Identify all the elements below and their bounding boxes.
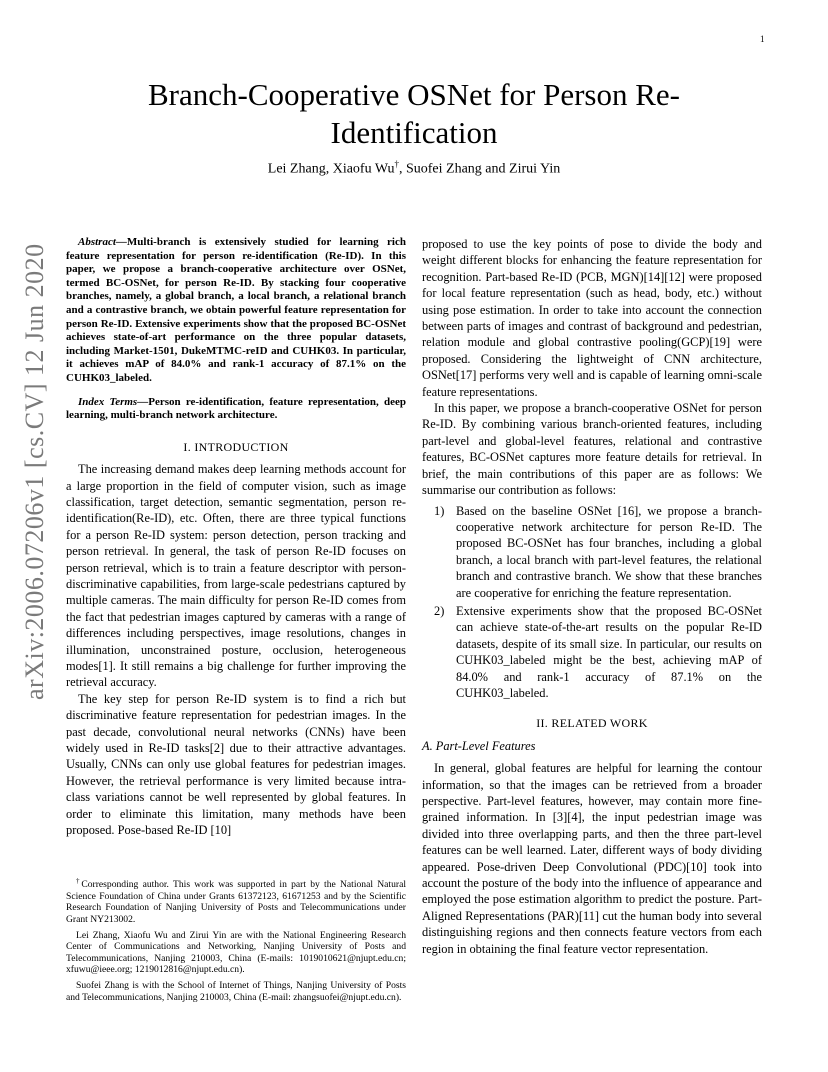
author-list bbox=[80, 159, 748, 178]
list-item-text: Based on the baseline OSNet [16], we propose a branch-cooperative network architecture for person Re-ID. The proposed BC-OSNet has four branches, including a global branch, a local branch with part-level features, the relational branch and contrastive branch. We show that these branches are cooperative for enriching the feature representation. bbox=[456, 503, 762, 600]
contribution-list bbox=[422, 503, 762, 702]
list-item-number: 2) bbox=[434, 603, 445, 618]
footnote-mark: † bbox=[76, 877, 82, 885]
subsection-heading-part-level-features: A. Part-Level Features bbox=[422, 738, 536, 753]
paper-title: Branch-Cooperative OSNet for Person Re-Identification bbox=[147, 77, 681, 150]
corresponding-author-mark: † bbox=[394, 159, 399, 169]
intro-paragraph-3: In this paper, we propose a branch-cooperative OSNet for person Re-ID. By combining various branch-oriented features, including part-level and global-level features, relational and contrastive features, BC-OSNet captures more feature details for retrieval. In brief, the main contributions of this paper are as follows: We summarise our contribution as follows: bbox=[422, 401, 762, 498]
footnote-corresponding-author bbox=[66, 876, 406, 926]
footnote-corresponding-text: Corresponding author. This work was supported in part by the National Natural Science Foundation of China under Grants 61372123, 61671253 and by the Scientific Research Foundation of Nanjing University of Posts and Telecommunications under Grant NY213002. bbox=[66, 879, 406, 925]
intro-paragraph-2-continued: proposed to use the key points of pose to divide the body and weight different blocks for enhancing the feature representation for recognition. Part-based Re-ID (PCB, MGN)[14][12] were proposed for local feature representation (such as head, body, etc.) without using pose estimation. In order to take into account the connection between parts of images and contrast of background and pedestrian, relation module and global contrastive pooling(GCP)[19] were proposed. Considering the lightweight of CNN architecture, OSNet[17] performs very well and is capable of learning omni-scale feature representations. bbox=[422, 237, 762, 399]
right-column bbox=[422, 236, 762, 957]
page-number: 1 bbox=[760, 34, 765, 44]
abstract-text: Multi-branch is extensively studied for learning rich feature representation for person re-identification (Re-ID). In this paper, we propose a branch-cooperative architecture over OSNet, termed BC-OSNet, for person Re-ID. By stacking four cooperative branches, namely, a global branch, a local branch, a relational branch and a contrastive branch, we obtain powerful feature representation for person Re-ID. Extensive experiments show that the proposed BC-OSNet achieves state-of-art performance on the three popular datasets, including Market-1501, DukeMTMC-reID and CUHK03. In particular, it achieves mAP of 84.0% and rank-1 accuracy of 87.1% on the CUHK03_labeled. bbox=[66, 236, 406, 384]
section-heading-introduction: I. INTRODUCTION bbox=[183, 439, 289, 454]
footnote-affiliation-2: Suofei Zhang is with the School of Internet of Things, Nanjing University of Posts and Telecommunications, Nanjing 210003, China (E-mail: zhangsuofei@njupt.edu.cn). bbox=[66, 979, 406, 1003]
left-column bbox=[66, 236, 406, 838]
footnote-affiliation-1: Lei Zhang, Xiaofu Wu and Zirui Yin are with the National Engineering Research Center of Communications and Networking, Nanjing University of Posts and Telecommunications, Nanjing 210003, China (E-mails: 1019010621@njupt.edu.cn; xfuwu@ieee.org; 1219012816@njupt.edu.cn). bbox=[66, 929, 406, 976]
footnotes bbox=[66, 876, 406, 1007]
section-heading-related-work: II. RELATED WORK bbox=[536, 716, 648, 731]
index-terms-label: Index Terms— bbox=[78, 395, 149, 408]
list-item-text: Extensive experiments show that the proposed BC-OSNet can achieve state-of-the-art results on the popular Re-ID datasets, despite of its small size. In particular, our results on CUHK03_labeled might be the best, achieving mAP of 84.0% and rank-1 accuracy of 87.1% on the CUHK03_labeled. bbox=[456, 603, 762, 700]
list-item-number: 1) bbox=[434, 503, 445, 518]
related-paragraph-1: In general, global features are helpful for learning the contour information, so that the images can be retrieved from a broader perspective. Part-level features, however, may contain more fine-grained information. In [3][4], the input pedestrian image was divided into three overlapping parts, and then the three part-level features can be well learned. Later, different ways of body dividing appeared. Pose-driven Deep Convolutional (PDC)[10] took into account the posture of the body into the influence of appearance and employed the pose estimation algorithm to predict the posture. Part-Aligned Representations (PAR)[11] cut the human body into several distinguishing regions and then connects feature vectors from each region in obtaining the final feature vector representation. bbox=[422, 761, 762, 956]
authors-first: Lei Zhang, Xiaofu Wu bbox=[267, 161, 395, 177]
abstract-label: Abstract— bbox=[78, 236, 127, 248]
index-terms-text: Person re-identification, feature representation, deep learning, multi-branch network architecture. bbox=[66, 395, 406, 422]
index-terms bbox=[66, 396, 406, 423]
authors-rest: , Suofei Zhang and Zirui Yin bbox=[398, 161, 561, 177]
list-item bbox=[422, 603, 762, 701]
list-item bbox=[422, 503, 762, 601]
intro-paragraph-1: The increasing demand makes deep learning methods account for a large proportion in the field of computer vision, such as image classification, target detection, semantic segmentation, person re-identification(Re-ID), etc. Often, there are three typical functions for a person Re-ID system: person detection, person tracking and person retrieval. In general, the task of person Re-ID focuses on person retrieval, which is to train a feature descriptor with person-discriminative capabilities, from large-scale pedestrians captured by multiple cameras. The main difficulty for person Re-ID comes from the fact that pedestrian images captured by cameras with a range of differences including perspectives, image resolutions, changes in illumination, unconstrained posture, occlusion, heterogeneous modes[1]. It still remains a big challenge for further improving the retrieval accuracy. bbox=[66, 462, 406, 690]
arxiv-identifier-stamp: arXiv:2006.07206v1 [cs.CV] 12 Jun 2020 bbox=[20, 243, 49, 700]
abstract bbox=[66, 236, 406, 386]
intro-paragraph-2: The key step for person Re-ID system is to find a rich but discriminative feature representation for pedestrian images. In the past decade, convolutional neural networks (CNNs) have been widely used in Re-ID tasks[2] due to their attractive advantages. Usually, CNNs can only use global features for pedestrian images. However, the retrieval performance is very limited because intra-class variations cannot be well represented by global features. In order to eliminate this limitation, many methods have been proposed. Pose-based Re-ID [10] bbox=[66, 691, 406, 838]
